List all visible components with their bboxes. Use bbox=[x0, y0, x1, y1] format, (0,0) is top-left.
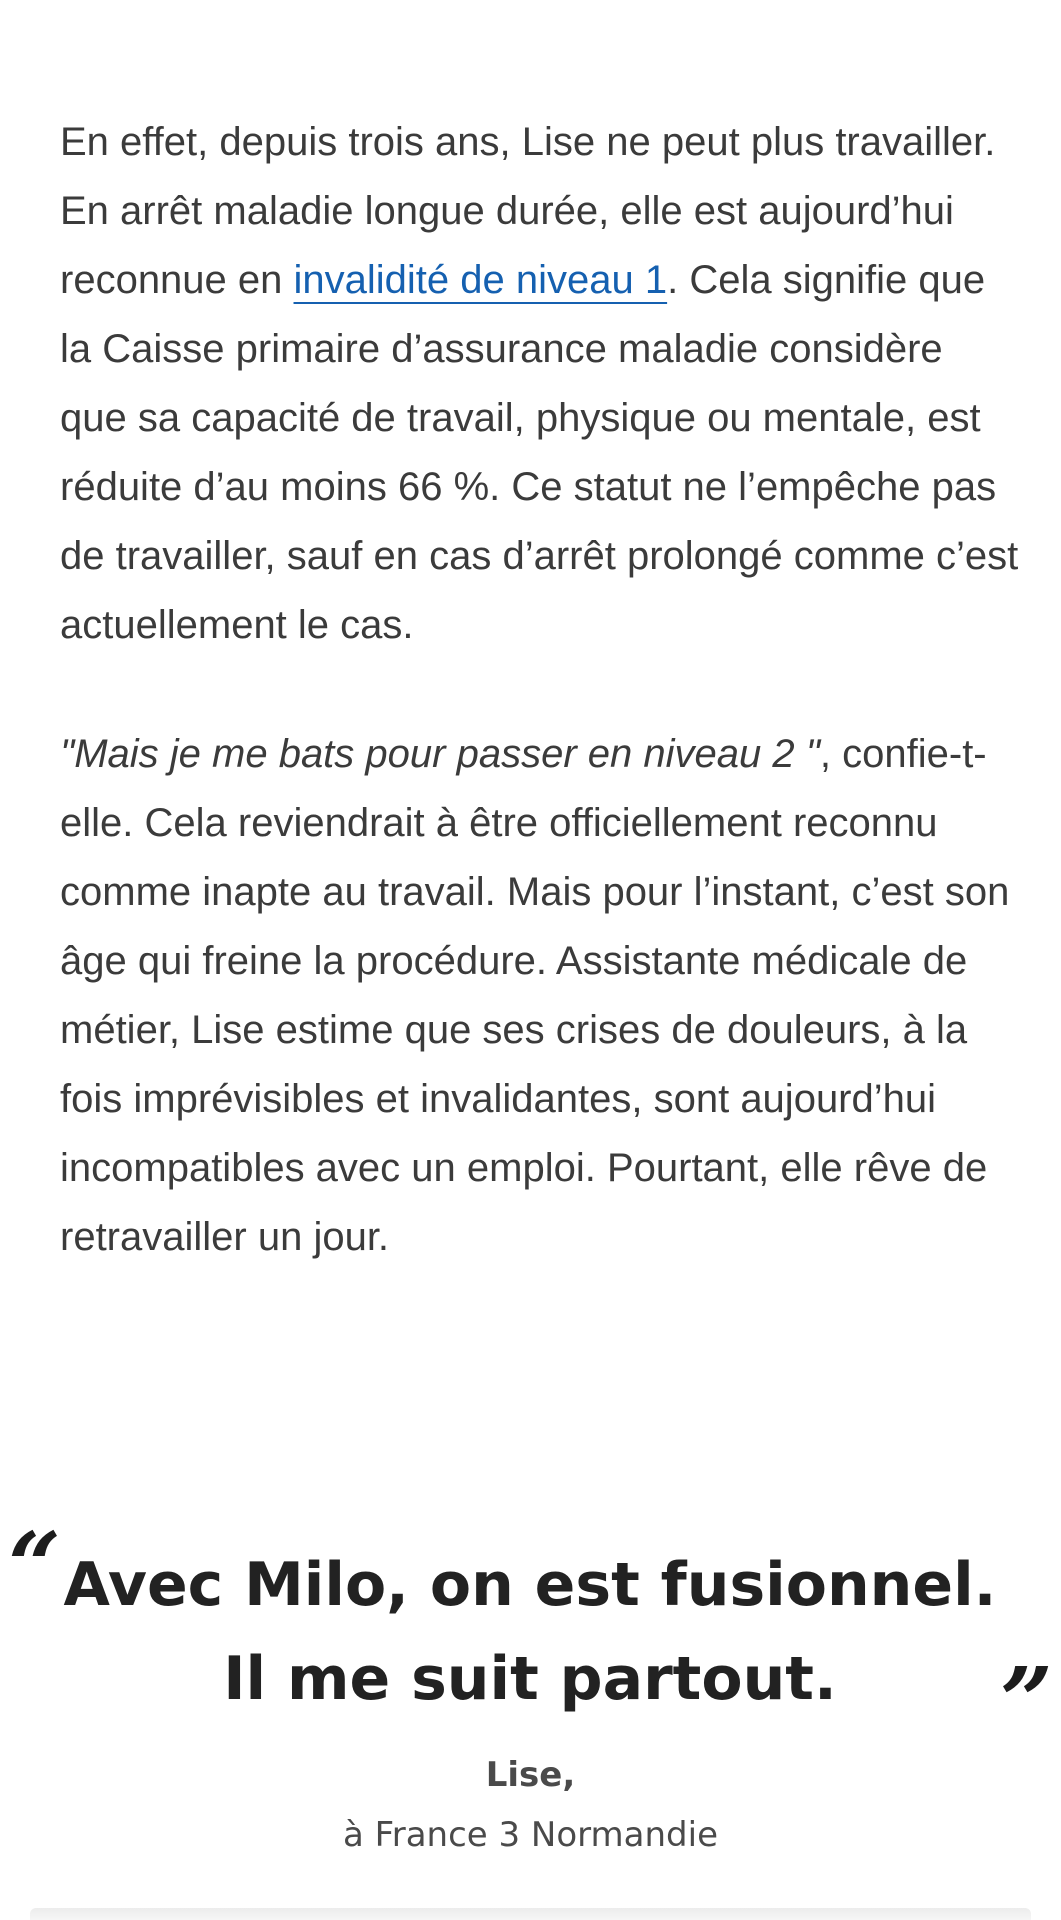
quote-author: Lise, bbox=[485, 1755, 576, 1795]
paragraph-text: . Cela signifie que la Caisse primaire d’assurance maladie considère que sa capacité de travail, physique ou mentale, est réduite d’au moins 66 %. Ce statut ne l’empêche pas de travailler, sauf en cas d’arrêt prolongé comme c’est actuellement le cas. bbox=[60, 258, 1019, 647]
pull-quote-line: Il me suit partout. bbox=[223, 1644, 837, 1714]
paragraph-text: En effet, depuis trois ans, Lise ne peut plus travailler. En arrêt maladie longue durée, elle est aujourd’hui reconnue en bbox=[60, 120, 996, 302]
article-body bbox=[60, 108, 1020, 1272]
quote-attribution bbox=[0, 1745, 1061, 1865]
close-quote-icon: ” bbox=[1000, 1647, 1053, 1755]
pull-quote-line: Avec Milo, on est fusionnel. bbox=[63, 1550, 997, 1620]
paragraph-level-two bbox=[60, 720, 1020, 1272]
quote-source: à France 3 Normandie bbox=[342, 1815, 718, 1855]
invalidity-level-link[interactable]: invalidité de niveau 1 bbox=[293, 258, 668, 302]
pull-quote-text bbox=[40, 1538, 1020, 1726]
open-quote-icon: “ bbox=[8, 1512, 61, 1620]
inline-quote: "Mais je me bats pour passer en niveau 2 " bbox=[60, 732, 820, 776]
pull-quote bbox=[0, 1512, 1061, 1860]
paragraph-invalidity bbox=[60, 108, 1020, 660]
next-card-edge bbox=[30, 1908, 1031, 1920]
paragraph-text: , confie-t-elle. Cela reviendrait à être officiellement reconnu comme inapte au travail. Mais pour l’instant, c’est son âge qui freine la procédure. Assistante médicale de métier, Lise estime que ses crises de douleurs, à la fois imprévisibles et invalidantes, sont aujourd’hui incompatibles avec un emploi. Pourtant, elle rêve de retravailler un jour. bbox=[60, 732, 1010, 1259]
